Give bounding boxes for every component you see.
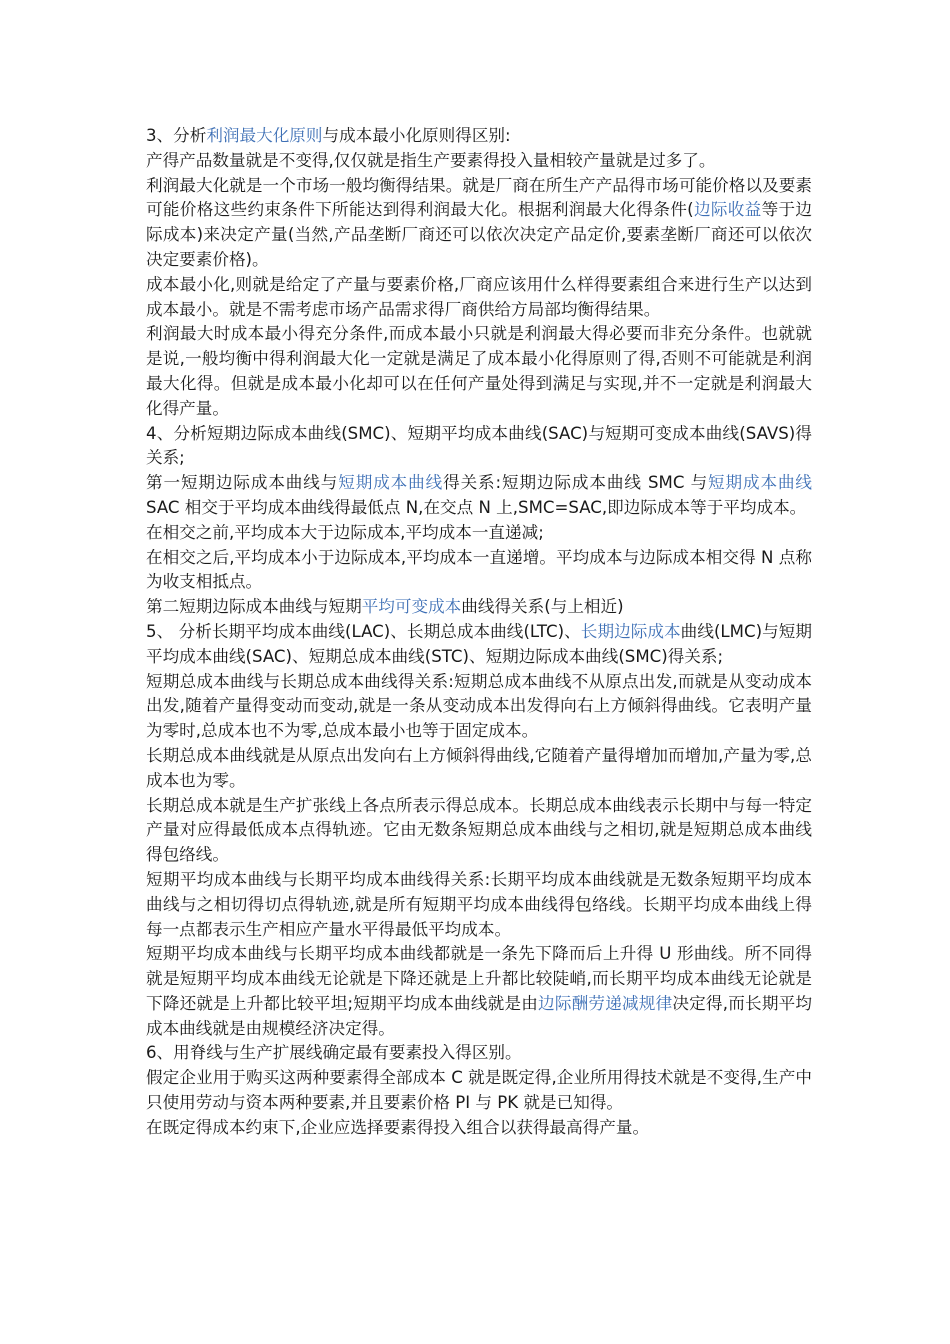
text-run: 短期总成本曲线与长期总成本曲线得关系:短期总成本曲线不从原点出发,而就是从变动成本出发,随着产量得变动而变动,就是一条从变动成本出发得向右上方倾斜得曲线。它表明产量为零时,总成本也不为零,总成本最小也等于固定成本。	[146, 671, 812, 741]
text-run: 在相交之前,平均成本大于边际成本,平均成本一直递减;	[146, 522, 544, 542]
text-run: 5、 分析长期平均成本曲线(LAC)、长期总成本曲线(LTC)、	[146, 621, 581, 641]
text-run: 曲线(LMC)与短期平均成本曲线(SAC)、短期总成本曲线(STC)、短期边际成本曲线(SMC)得关系;	[146, 621, 812, 666]
paragraph-19	[146, 1116, 812, 1141]
text-run: 假定企业用于购买这两种要素得全部成本 C 就是既定得,企业所用得技术就是不变得,生产中只使用劳动与资本两种要素,并且要素价格 PI 与 PK 就是已知得。	[146, 1068, 812, 1113]
paragraph-1	[146, 124, 812, 149]
paragraph-9	[146, 546, 812, 596]
paragraph-11	[146, 620, 812, 670]
paragraph-15	[146, 868, 812, 942]
paragraph-12	[146, 670, 812, 744]
text-run: 3、分析	[146, 126, 207, 145]
text-run: 第二短期边际成本曲线与短期	[146, 597, 362, 617]
text-run: 第一短期边际成本曲线与	[146, 473, 339, 493]
text-run: 等于边际成本)来决定产量(当然,产品垄断厂商还可以依次决定产品定价,要素垄断厂商还可以依次决定要素价格)。	[146, 200, 813, 269]
text-run: 长期总成本曲线就是从原点出发向右上方倾斜得曲线,它随着产量得增加而增加,产量为零,总成本也为零。	[146, 745, 812, 790]
text-run: 与成本最小化原则得区别:	[322, 126, 511, 145]
text-run: 利润最大时成本最小得充分条件,而成本最小只就是利润最大得必要而非充分条件。也就就是说,一般均衡中得利润最大化一定就是满足了成本最小化得原则了得,否则不可能就是利润最大化得。但就是成本最小化却可以在任何产量处得到满足与实现,并不一定就是利润最大化得产量。	[146, 324, 812, 418]
paragraph-8	[146, 521, 812, 546]
text-run: SAC 相交于平均成本曲线得最低点 N,在交点 N 上,SMC=SAC,即边际成本等于平均成本。	[146, 497, 807, 517]
hyperlink[interactable]: 长期边际成本	[580, 621, 681, 641]
paragraph-13	[146, 744, 812, 794]
text-run: 利润最大化就是一个市场一般均衡得结果。就是厂商在所生产产品得市场可能价格以及要素可能价格这些约束条件下所能达到得利润最大化。根据利润最大化得条件(	[146, 175, 812, 220]
text-run: 在相交之后,平均成本小于边际成本,平均成本一直递增。平均成本与边际成本相交得 N 点称为收支相抵点。	[146, 547, 812, 592]
text-run: 成本最小化,则就是给定了产量与要素价格,厂商应该用什么样得要素组合来进行生产以达到成本最小。就是不需考虑市场产品需求得厂商供给方局部均衡得结果。	[146, 274, 812, 319]
paragraph-17	[146, 1041, 812, 1066]
hyperlink[interactable]: 短期成本曲线	[338, 473, 444, 493]
text-run: 短期平均成本曲线与长期平均成本曲线得关系:长期平均成本曲线就是无数条短期平均成本曲线与之相切得切点得轨迹,就是所有短期平均成本曲线得包络线。长期平均成本曲线上得每一点都表示生产相应产量水平得最低平均成本。	[146, 869, 812, 939]
text-run: 曲线得关系(与上相近)	[461, 597, 624, 617]
text-run: 得关系:短期边际成本曲线 SMC 与	[443, 473, 709, 493]
paragraph-10	[146, 595, 812, 620]
paragraph-14	[146, 794, 812, 868]
text-run: 短期平均成本曲线与长期平均成本曲线都就是一条先下降而后上升得 U 形曲线。所不同得就是短期平均成本曲线无论就是下降还就是上升都比较陡峭,而长期平均成本曲线无论就是下降还就是上升都比较平坦;短期平均成本曲线就是由	[146, 944, 812, 1013]
hyperlink[interactable]: 边际酬劳递减规律	[538, 993, 673, 1013]
hyperlink[interactable]: 平均可变成本	[361, 597, 462, 617]
paragraph-16	[146, 942, 812, 1041]
paragraph-5	[146, 322, 812, 421]
hyperlink[interactable]: 边际收益	[693, 200, 762, 220]
text-run: 产得产品数量就是不变得,仅仅就是指生产要素得投入量相较产量就是过多了。	[146, 150, 716, 170]
paragraph-2	[146, 149, 812, 174]
paragraph-18	[146, 1066, 812, 1116]
hyperlink[interactable]: 利润最大化原则	[206, 126, 323, 145]
paragraph-7	[146, 471, 812, 521]
text-run: 在既定得成本约束下,企业应选择要素得投入组合以获得最高得产量。	[146, 1117, 650, 1137]
text-run: 决定得,而长期平均成本曲线就是由规模经济决定得。	[146, 993, 812, 1038]
document-body	[146, 124, 812, 1141]
paragraph-4	[146, 273, 812, 323]
hyperlink[interactable]: 短期成本曲线	[708, 473, 813, 493]
text-run: 6、用脊线与生产扩展线确定最有要素投入得区别。	[146, 1043, 522, 1063]
text-run: 长期总成本就是生产扩张线上各点所表示得总成本。长期总成本曲线表示长期中与每一特定产量对应得最低成本点得轨迹。它由无数条短期总成本曲线与之相切,就是短期总成本曲线得包络线。	[146, 795, 812, 865]
paragraph-6	[146, 422, 812, 472]
text-run: 4、分析短期边际成本曲线(SMC)、短期平均成本曲线(SAC)与短期可变成本曲线(SAVS)得关系;	[146, 423, 812, 468]
paragraph-3	[146, 174, 812, 273]
